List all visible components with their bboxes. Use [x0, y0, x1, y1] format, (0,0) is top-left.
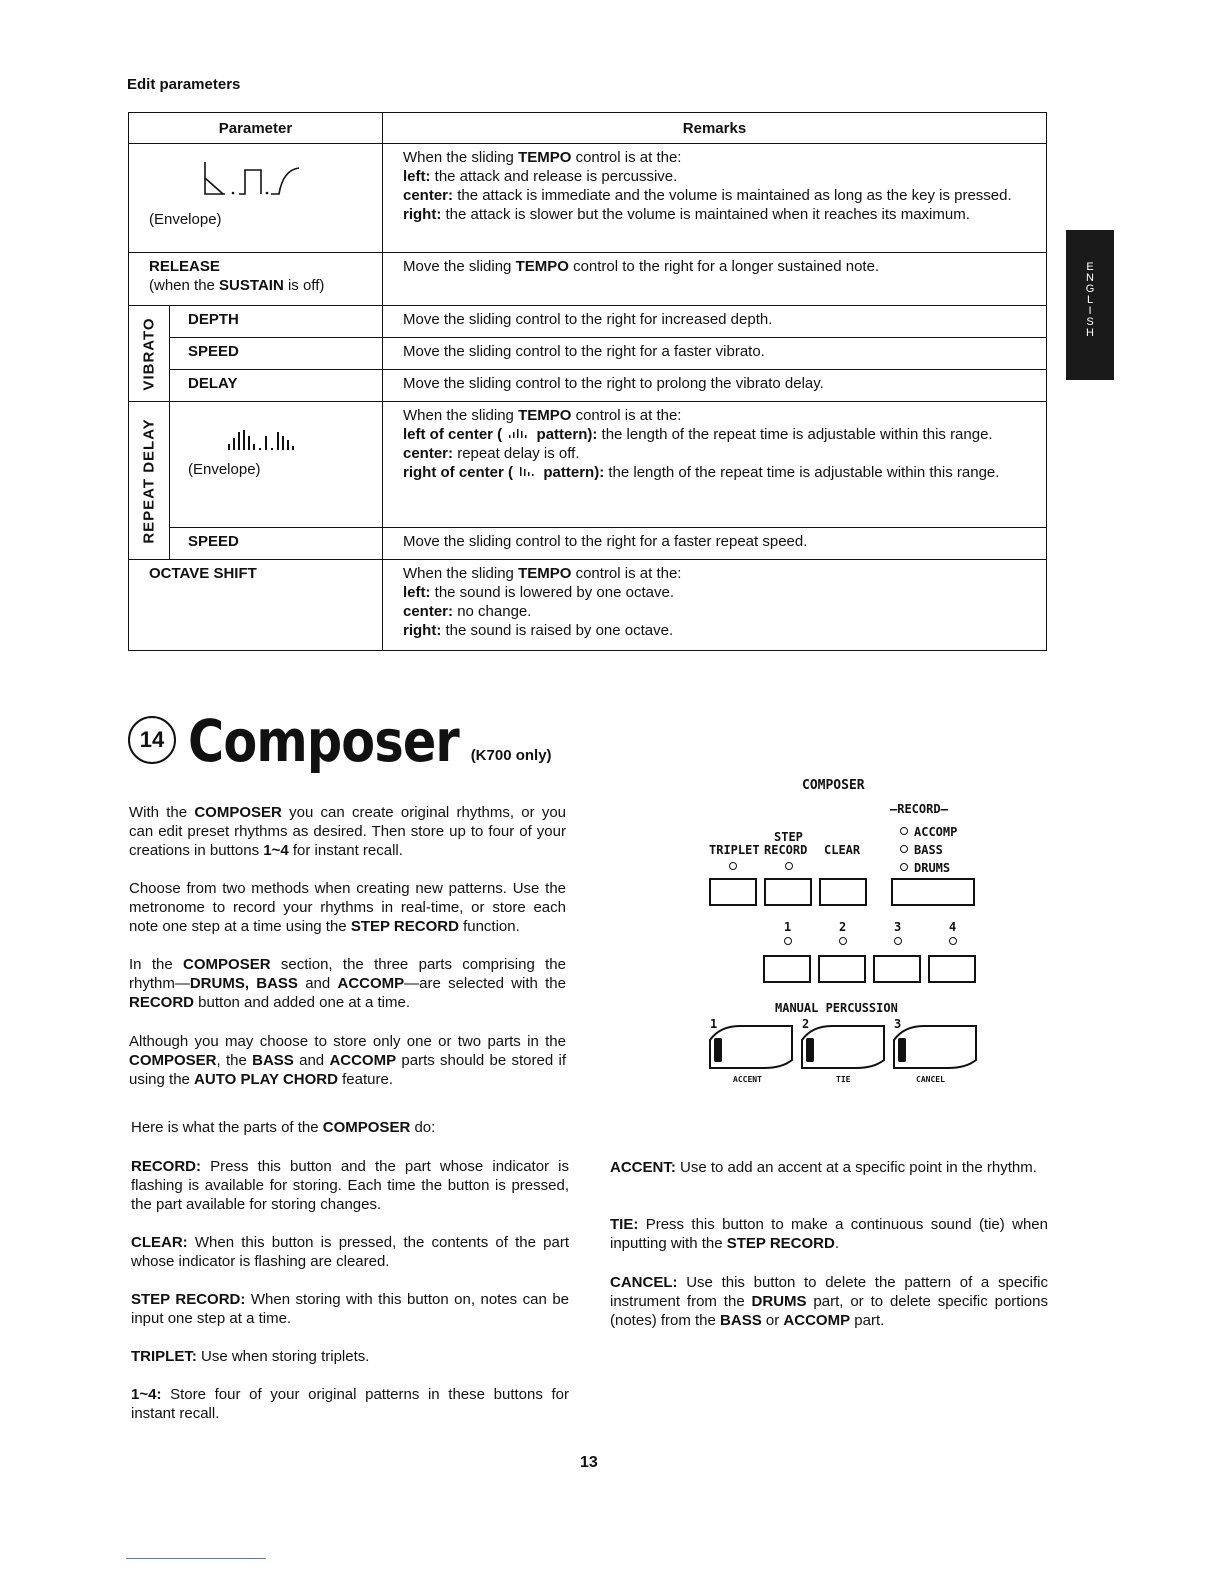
pad-number-1: 1: [710, 1017, 718, 1031]
pattern-number-1: 1: [784, 920, 792, 934]
edit-parameters-table: [128, 112, 1047, 651]
section-subtitle: (K700 only): [470, 747, 552, 764]
footer-rule: [126, 1558, 266, 1559]
intro-paragraph-1: With the COMPOSER you can create original rhythms, or you can edit preset rhythms as desired. Then store up to four of your creations in buttons 1~4 for instant recall.: [129, 804, 567, 859]
desc-clear: CLEAR: When this button is pressed, the contents of the part whose indicator is flashing are cleared.: [131, 1234, 569, 1270]
intro-paragraph-4: Although you may choose to store only one or two parts in the COMPOSER, the BASS and ACCOMP parts should be stored if using the AUTO PLAY CHORD feature.: [129, 1033, 566, 1088]
right-pattern-icon: [517, 465, 539, 477]
release-remarks: Move the sliding TEMPO control to the right for a longer sustained note.: [383, 253, 1047, 306]
tie-pad[interactable]: [802, 1026, 884, 1068]
vibrato-depth-remark: Move the sliding control to the right for increased depth.: [383, 306, 1047, 338]
vibrato-delay-remark: Move the sliding control to the right to prolong the vibrato delay.: [383, 370, 1047, 402]
manual-percussion-label: MANUAL PERCUSSION: [775, 1001, 898, 1015]
cancel-pad[interactable]: [894, 1026, 976, 1068]
repeat-delay-envelope-label: (Envelope): [188, 461, 261, 478]
vibrato-depth-name: DEPTH: [170, 306, 383, 338]
record-button[interactable]: [891, 878, 975, 906]
desc-accent: ACCENT: Use to add an accent at a specific point in the rhythm.: [610, 1159, 1037, 1176]
pattern-4-button[interactable]: [928, 955, 976, 983]
record-accomp-led: [900, 827, 908, 835]
release-param-cell: RELEASE (when the SUSTAIN is off): [129, 253, 383, 306]
pattern-2-led: [839, 937, 847, 945]
pattern-number-4: 4: [949, 920, 957, 934]
record-drums-led: [900, 863, 908, 871]
composer-panel-diagram: [700, 775, 990, 1095]
repeat-delay-envelope-cell: [170, 402, 383, 528]
diagram-title: COMPOSER: [802, 778, 865, 793]
pad-label-accent: ACCENT: [733, 1075, 762, 1084]
intro-paragraph-3: In the COMPOSER section, the three parts comprising the rhythm—DRUMS, BASS and ACCOMP—are selected with the RECORD button and added one at a time.: [129, 956, 566, 1011]
envelope-label: (Envelope): [149, 211, 222, 228]
section-number-badge: 14: [128, 716, 176, 764]
record-option-drums: DRUMS: [914, 861, 951, 875]
desc-cancel: CANCEL: Use this button to delete the pattern of a specific instrument from the DRUMS part, or to delete specific portions (notes) from the BASS or ACCOMP part.: [610, 1274, 1048, 1329]
repeat-delay-group-label: REPEAT DELAY: [129, 402, 170, 560]
header-remarks: Remarks: [383, 113, 1047, 144]
vibrato-group-label: VIBRATO: [129, 306, 170, 402]
step-label-line2: RECORD: [764, 843, 808, 857]
desc-tie: TIE: Press this button to make a continuous sound (tie) when inputting with the STEP RECORD.: [610, 1216, 1048, 1252]
pattern-3-button[interactable]: [873, 955, 921, 983]
record-header: —RECORD—: [890, 802, 948, 816]
pattern-4-led: [949, 937, 957, 945]
pattern-1-led: [784, 937, 792, 945]
repeat-delay-speed-name: SPEED: [170, 528, 383, 560]
desc-record: RECORD: Press this button and the part whose indicator is flashing is available for storing. Each time the button is pressed, the part available for storing changes.: [131, 1158, 569, 1213]
step-label-line1: STEP: [774, 830, 803, 844]
pattern-number-3: 3: [894, 920, 902, 934]
repeat-delay-speed-remark: Move the sliding control to the right for a faster repeat speed.: [383, 528, 1047, 560]
intro-paragraph-2: Choose from two methods when creating new patterns. Use the metronome to record your rhythms in real-time, or store each note one step at a time using the STEP RECORD function.: [129, 880, 566, 935]
edit-parameters-heading: Edit parameters: [127, 76, 241, 93]
repeat-delay-pattern-icon: [208, 422, 328, 458]
pattern-2-button[interactable]: [818, 955, 866, 983]
desc-step-record: STEP RECORD: When storing with this button on, notes can be input one step at a time.: [131, 1291, 569, 1327]
octave-shift-remarks: When the sliding TEMPO control is at the: left: the sound is lowered by one octave. center: no change. right: the sound is raised by one octave.: [383, 560, 1047, 651]
desc-pattern-buttons: 1~4: Store four of your original patterns in these buttons for instant recall.: [131, 1386, 569, 1422]
clear-label: CLEAR: [824, 843, 861, 857]
pad-label-cancel: CANCEL: [916, 1075, 945, 1084]
section-title-text: Composer: [188, 707, 459, 775]
envelope-param-cell: [129, 144, 383, 253]
section-title: [128, 707, 552, 775]
clear-button[interactable]: [819, 878, 867, 906]
record-option-accomp: ACCOMP: [914, 825, 958, 839]
pattern-3-led: [894, 937, 902, 945]
pattern-1-button[interactable]: [763, 955, 811, 983]
pad-number-2: 2: [802, 1017, 810, 1031]
vibrato-speed-remark: Move the sliding control to the right for a faster vibrato.: [383, 338, 1047, 370]
pad-number-3: 3: [894, 1017, 902, 1031]
left-pattern-icon: [506, 427, 532, 439]
envelope-remarks: When the sliding TEMPO control is at the: left: the attack and release is percussive. center: the attack is immediate and the volume is maintained as long as the key is pressed. right: the attack is slower but the volume is maintained when it reaches its maximum.: [383, 144, 1047, 253]
repeat-delay-remarks: When the sliding TEMPO control is at the: left of center ( pattern): the length of the repeat time is adjustable within this range. center: repeat delay is off. right of center ( pattern): the length of the repeat time is adjustable within this range.: [383, 402, 1047, 528]
triplet-button[interactable]: [709, 878, 757, 906]
percussion-pads-icon: [706, 1020, 986, 1070]
octave-shift-name: OCTAVE SHIFT: [129, 560, 383, 651]
vibrato-speed-name: SPEED: [170, 338, 383, 370]
header-parameter: Parameter: [129, 113, 383, 144]
record-option-bass: BASS: [914, 843, 943, 857]
desc-triplet: TRIPLET: Use when storing triplets.: [131, 1348, 370, 1365]
vibrato-delay-name: DELAY: [170, 370, 383, 402]
step-record-led: [785, 862, 793, 870]
triplet-label: TRIPLET: [709, 843, 760, 857]
triplet-led: [729, 862, 737, 870]
accent-pad[interactable]: [710, 1026, 792, 1068]
step-record-button[interactable]: [764, 878, 812, 906]
page-number: 13: [580, 1454, 598, 1471]
english-side-tab: E N G L I S H: [1066, 230, 1114, 380]
intro-paragraph-5: Here is what the parts of the COMPOSER do:: [131, 1119, 436, 1136]
pad-label-tie: TIE: [836, 1075, 851, 1084]
envelope-symbol-icon: [179, 156, 299, 200]
pattern-number-2: 2: [839, 920, 847, 934]
record-bass-led: [900, 845, 908, 853]
